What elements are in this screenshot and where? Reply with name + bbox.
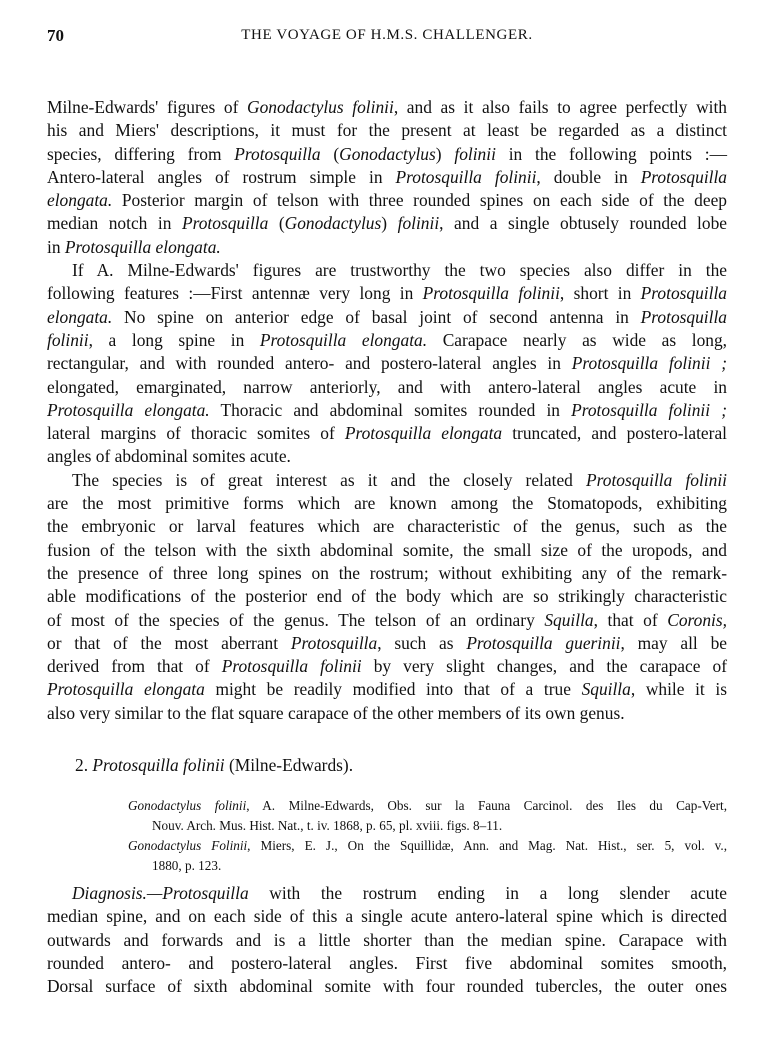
italic-text: Protosquilla elongata. [64,236,221,257]
text-line [47,539,727,562]
text-run: , Miers, E. J., On the Squillidæ, Ann. and Mag. Nat. Hist., ser. 5, vol. v., [247,838,727,853]
italic-text: Protosquilla guerinii [466,632,621,653]
text-line [47,905,727,928]
italic-text: Gonodactylus [339,143,436,164]
text-run: or that of the most aberrant [47,632,291,653]
section-heading [75,754,675,777]
italic-text: Protosquilla [234,143,321,164]
italic-text: Protosquilla [290,632,378,653]
text-run: the embryonic or larval features which are characteristic of the genus, such as the [47,516,727,537]
text-line [47,166,727,189]
italic-text: Protosquilla folinii ; [571,353,727,374]
italic-text: Gonodactylus [284,213,382,234]
text-run: (Milne-Edwards). [224,755,354,775]
italic-text: Protosquilla [181,213,269,234]
text-run: Posterior margin of telson with three rounded spines on each side of the deep [112,190,727,211]
text-run: ( [268,213,285,234]
text-line [47,975,727,998]
text-run: , A. Milne-Edwards, Obs. sur la Fauna Carcinol. des Iles du Cap-Vert, [246,798,727,813]
text-run: , and as it also fails to agree perfectly with [393,97,728,117]
italic-text: Protosquilla folinii ; [571,399,727,420]
text-run: Milne-Edwards' figures of [47,97,248,117]
italic-text: Protosquilla elongata [47,679,205,700]
text-run: truncated, and postero-lateral [502,423,727,444]
text-run: , may all be [620,632,727,653]
text-run: , and a single obtusely rounded lobe [439,213,728,234]
italic-text: folinii [454,143,496,164]
text-line [47,492,727,515]
text-run: , such as [377,632,467,653]
italic-text: Protosquilla [640,166,728,187]
text-run: 2. [75,755,93,775]
italic-text: Protosquilla elongata. [47,399,210,420]
italic-text: folinii [47,329,89,350]
text-run: in the following points :— [495,143,727,164]
text-line [47,306,727,329]
text-line [47,259,727,282]
text-run: are the most primitive forms which are known among the Stomatopods, exhibiting [47,493,727,514]
italic-text: Gonodactylus folinii [128,798,247,813]
text-line [47,189,727,212]
text-line [47,702,727,725]
text-run: If A. Milne-Edwards' figures are trustworthy the two species also differ in the [72,260,727,281]
text-line [47,655,727,678]
text-line [47,515,727,538]
text-run: in [47,236,65,257]
text-line [128,856,727,876]
text-line [128,836,727,856]
italic-text: Protosquilla elongata [344,423,503,444]
text-run: the presence of three long spines on the rostrum; without exhibiting any of the remark- [47,562,727,583]
italic-text: Gonodactylus folinii [247,97,394,117]
text-run: median spine, and on each side of this a single acute antero-lateral spine which is directed [47,906,727,927]
paragraph [47,469,727,725]
text-run: angles of abdominal somites acute. [47,446,291,467]
text-run: , a long spine in [88,329,260,350]
text-line [47,678,727,701]
text-line [47,609,727,632]
italic-text: Protosquilla [640,306,727,327]
text-line [47,469,727,492]
text-run: Thoracic and abdominal somites rounded in [209,399,572,420]
text-run: rectangular, and with rounded antero- and postero-lateral angles in [47,353,572,374]
text-line [47,143,727,166]
text-run: lateral margins of thoracic somites of [47,423,345,444]
text-run: The species is of great interest as it and the closely related [72,469,586,490]
text-run: by very slight changes, and the carapace of [361,656,727,677]
italic-text: Protosquilla folinii [422,283,560,304]
text-run: , double in [536,166,641,187]
text-run: elongated, emarginated, narrow anteriorly, and with antero-lateral angles acute in [47,376,727,397]
running-header [47,26,727,48]
italic-text: Squilla [581,679,631,700]
text-line [47,952,727,975]
italic-text: Squilla [544,609,594,630]
text-run: Nouv. Arch. Mus. Hist. Nat., t. iv. 1868, p. 65, pl. xviii. figs. 8–11. [152,818,503,833]
text-line [47,352,727,375]
text-run: his and Miers' descriptions, it must for the present at least be regarded as a distinct [47,120,727,141]
italic-text: Protosquilla folinii [221,656,362,677]
text-line [47,96,727,119]
text-run: with the rostrum ending in a long slender acute [248,883,727,903]
text-line [47,585,727,608]
running-title: THE VOYAGE OF H.M.S. CHALLENGER. [241,27,533,43]
text-line [128,816,727,836]
text-line [47,212,727,235]
text-run: species, differing from [47,143,235,164]
text-line [47,399,727,422]
text-line [75,754,675,777]
text-run: ) [435,143,455,164]
text-line [47,236,727,259]
text-run: following features :—First antennæ very long in [47,283,423,304]
text-run: ( [320,143,340,164]
text-line [47,632,727,655]
text-run: fusion of the telson with the sixth abdominal somite, the small size of the uropods, and [47,539,727,560]
italic-text: Protosquilla elongata. [259,329,428,350]
page-number: 70 [47,26,64,45]
text-line [47,119,727,142]
text-run: also very similar to the flat square carapace of the other members of its own genus. [47,702,625,723]
text-run: rounded antero- and postero-lateral angles. First five abdominal somites smooth, [47,952,727,973]
text-run: , that of [593,609,668,630]
text-run: able modifications of the posterior end of the body which are so strikingly characteristic [47,586,727,607]
text-run: derived from that of [47,656,222,677]
text-run: median notch in [47,213,182,234]
text-run: ) [381,213,398,234]
text-run: , while it is [630,679,727,700]
italic-text: Protosquilla folinii [586,469,728,490]
text-run: Carapace nearly as wide as long, [427,329,728,350]
text-line [47,376,727,399]
italic-text: Diagnosis.—Protosquilla [72,883,249,903]
diagnosis-paragraph [47,882,727,998]
text-line [47,929,727,952]
text-line [47,445,727,468]
italic-text: Protosquilla folinii [92,755,225,775]
italic-text: elongata. [47,190,113,211]
text-line [47,329,727,352]
text-line [128,796,727,816]
italic-text: Gonodactylus Folinii [128,838,248,853]
text-run: No spine on anterior edge of basal joint of second antenna in [112,306,641,327]
paragraph [47,96,727,259]
italic-text: folinii [397,213,440,234]
text-run: Dorsal surface of sixth abdominal somite with four rounded tubercles, the outer ones [47,976,727,997]
italic-text: Protosquilla folinii [395,166,537,187]
italic-text: Coronis, [667,609,727,630]
text-line [47,282,727,305]
text-run: of most of the species of the genus. The telson of an ordinary [47,609,545,630]
text-run: outwards and forwards and is a little shorter than the median spine. Carapace with [47,929,727,950]
text-line [47,882,727,905]
text-run: might be readily modified into that of a true [204,679,582,700]
text-run: Antero-lateral angles of rostrum simple in [47,166,396,187]
italic-text: Protosquilla [640,283,727,304]
synonymy-citations [128,796,727,876]
text-run: 1880, p. 123. [152,858,222,873]
text-run: , short in [559,283,641,304]
italic-text: elongata. [47,306,113,327]
paragraph [47,259,727,469]
body-text [47,96,727,725]
text-line [47,422,727,445]
text-line [47,562,727,585]
